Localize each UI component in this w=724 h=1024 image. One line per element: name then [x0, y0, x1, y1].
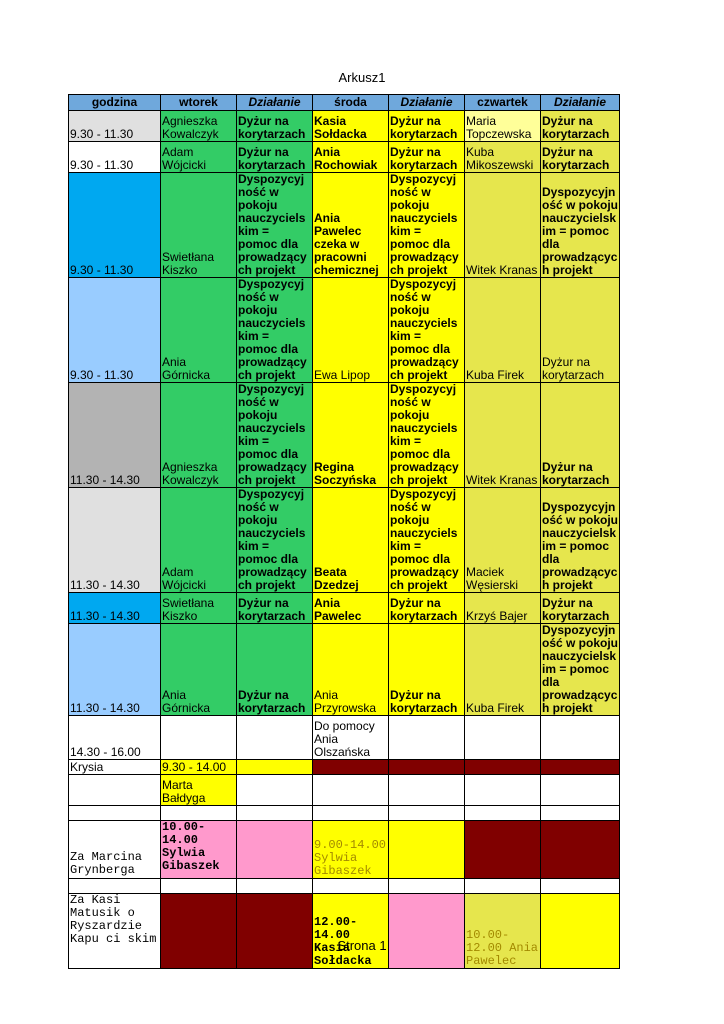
action-cell[interactable]: Dyspozycyjność w pokoju nauczycielskim = pomoc dla prowadzących projekt: [237, 488, 313, 593]
person-cell[interactable]: Ania Pawelec czeka w pracowni chemicznej: [313, 173, 389, 278]
person-cell[interactable]: Ewa Lipop: [313, 278, 389, 383]
action-cell[interactable]: Dyspozycyjność w pokoju nauczycielskim = pomoc dla prowadzących projekt: [237, 278, 313, 383]
empty-cell[interactable]: [541, 806, 620, 821]
empty-cell[interactable]: [313, 879, 389, 894]
header-godzina[interactable]: godzina: [69, 95, 161, 111]
table-row: [69, 760, 620, 775]
person-cell[interactable]: Kuba Firek: [465, 624, 541, 716]
table-row: [69, 894, 620, 969]
time-cell[interactable]: 11.30 - 14.30: [69, 488, 161, 593]
person-cell[interactable]: Adam Wójcicki: [161, 488, 237, 593]
empty-cell[interactable]: [161, 806, 237, 821]
table-row: [69, 879, 620, 894]
table-row: [69, 821, 620, 879]
empty-cell[interactable]: [389, 760, 465, 775]
header-sroda[interactable]: środa: [313, 95, 389, 111]
empty-cell[interactable]: [161, 716, 237, 760]
person-cell[interactable]: Ania Pawelec: [313, 593, 389, 624]
action-cell[interactable]: Dyżur na korytarzach: [541, 142, 620, 173]
person-cell[interactable]: Witek Kranas: [465, 383, 541, 488]
empty-cell[interactable]: [69, 879, 161, 894]
table-row: [69, 624, 620, 716]
empty-cell[interactable]: [237, 821, 313, 879]
empty-cell[interactable]: [465, 716, 541, 760]
action-cell[interactable]: Dyspozycyjność w pokoju nauczycielskim = pomoc dla prowadzących projekt: [237, 173, 313, 278]
header-czwartek[interactable]: czwartek: [465, 95, 541, 111]
time-cell[interactable]: Za Marcina Grynberga: [69, 821, 161, 879]
table-row: [69, 488, 620, 593]
person-cell[interactable]: 9.30 - 14.00: [161, 760, 237, 775]
action-cell[interactable]: Dyspozycyjność w pokoju nauczycielskim = pomoc dla prowadzących projekt: [541, 173, 620, 278]
action-cell[interactable]: Dyspozycyjność w pokoju nauczycielskim = pomoc dla prowadzących projekt: [389, 383, 465, 488]
action-cell[interactable]: Dyżur na korytarzach: [237, 142, 313, 173]
person-cell[interactable]: Maciek Węsierski: [465, 488, 541, 593]
action-cell[interactable]: Dyspozycyjność w pokoju nauczycielskim = pomoc dla prowadzących projekt: [389, 488, 465, 593]
table-row: [69, 111, 620, 142]
empty-cell[interactable]: [389, 775, 465, 806]
table-row: [69, 173, 620, 278]
table-row: [69, 806, 620, 821]
empty-cell[interactable]: [389, 894, 465, 969]
empty-cell[interactable]: [313, 775, 389, 806]
empty-cell[interactable]: [237, 879, 313, 894]
time-cell[interactable]: 11.30 - 14.30: [69, 383, 161, 488]
person-cell[interactable]: Ania Górnicka: [161, 624, 237, 716]
empty-cell[interactable]: [161, 894, 237, 969]
header-dzialanie-3[interactable]: Działanie: [541, 95, 620, 111]
action-cell[interactable]: Dyżur na korytarzach: [389, 111, 465, 142]
time-cell[interactable]: 11.30 - 14.30: [69, 593, 161, 624]
person-cell[interactable]: Maria Topczewska: [465, 111, 541, 142]
table-row: [69, 593, 620, 624]
time-cell[interactable]: 9.30 - 11.30: [69, 142, 161, 173]
time-cell[interactable]: 9.30 - 11.30: [69, 111, 161, 142]
table-row: [69, 775, 620, 806]
person-cell[interactable]: Agnieszka Kowalczyk: [161, 383, 237, 488]
action-cell[interactable]: Dyżur na korytarzach: [541, 278, 620, 383]
empty-cell[interactable]: [237, 775, 313, 806]
time-cell[interactable]: 9.30 - 11.30: [69, 278, 161, 383]
empty-cell[interactable]: [237, 760, 313, 775]
empty-cell[interactable]: [389, 879, 465, 894]
empty-cell[interactable]: [465, 775, 541, 806]
header-wtorek[interactable]: wtorek: [161, 95, 237, 111]
person-cell[interactable]: 9.00-14.00 Sylwia Gibaszek: [313, 821, 389, 879]
empty-cell[interactable]: [465, 760, 541, 775]
empty-cell[interactable]: [465, 821, 541, 879]
header-dzialanie-1[interactable]: Działanie: [237, 95, 313, 111]
action-cell[interactable]: Dyspozycyjność w pokoju nauczycielskim = pomoc dla prowadzących projekt: [237, 383, 313, 488]
empty-cell[interactable]: [69, 806, 161, 821]
empty-cell[interactable]: [541, 760, 620, 775]
person-cell[interactable]: Ania Górnicka: [161, 278, 237, 383]
empty-cell[interactable]: [541, 879, 620, 894]
empty-cell[interactable]: [541, 894, 620, 969]
person-cell[interactable]: Swietłana Kiszko: [161, 173, 237, 278]
person-cell[interactable]: Beata Dzedzej: [313, 488, 389, 593]
person-cell[interactable]: Kasia Sołdacka: [313, 111, 389, 142]
empty-cell[interactable]: [389, 806, 465, 821]
table-row: [69, 383, 620, 488]
time-cell[interactable]: 14.30 - 16.00: [69, 716, 161, 760]
empty-cell[interactable]: [541, 716, 620, 760]
empty-cell[interactable]: [465, 806, 541, 821]
empty-cell[interactable]: [69, 775, 161, 806]
action-cell[interactable]: Dyspozycyjność w pokoju nauczycielskim = pomoc dla prowadzących projekt: [542, 623, 619, 715]
action-cell[interactable]: Dyżur na korytarzach: [237, 624, 313, 716]
person-cell[interactable]: Kuba Firek: [465, 278, 541, 383]
person-cell[interactable]: Kuba Mikoszewski: [465, 142, 541, 173]
empty-cell[interactable]: [465, 879, 541, 894]
time-cell[interactable]: Za Kasi Matusik o Ryszardzie Kapu ci skim: [69, 894, 161, 969]
empty-cell[interactable]: [313, 806, 389, 821]
person-cell[interactable]: Do pomocy Ania Olszańska: [313, 716, 389, 760]
empty-cell[interactable]: [389, 821, 465, 879]
action-cell[interactable]: Dyspozycyjność w pokoju nauczycielskim = pomoc dla prowadzących projekt: [541, 488, 620, 593]
action-cell[interactable]: Dyżur na korytarzach: [389, 624, 465, 716]
action-cell[interactable]: Dyżur na korytarzach: [541, 593, 620, 624]
action-cell[interactable]: Dyżur na korytarzach: [389, 142, 465, 173]
empty-cell[interactable]: [237, 894, 313, 969]
action-cell[interactable]: Dyspozycyjność w pokoju nauczycielskim = pomoc dla prowadzących projekt: [389, 278, 465, 383]
person-cell[interactable]: 10.00-14.00 Sylwia Gibaszek: [161, 821, 237, 879]
person-cell[interactable]: Ania Przyrowska: [313, 624, 389, 716]
person-cell[interactable]: Regina Soczyńska: [313, 383, 389, 488]
action-cell[interactable]: Dyspozycyjność w pokoju nauczycielskim = pomoc dla prowadzących projekt: [389, 173, 465, 278]
table-row: [69, 278, 620, 383]
empty-cell[interactable]: [237, 716, 313, 760]
header-row: [69, 95, 620, 111]
action-cell[interactable]: Dyżur na korytarzach: [389, 593, 465, 624]
person-cell[interactable]: Marta Bałdyga: [161, 775, 237, 806]
time-cell[interactable]: 11.30 - 14.30: [69, 624, 161, 716]
empty-cell[interactable]: [389, 716, 465, 760]
action-cell[interactable]: Dyżur na korytarzach: [237, 111, 313, 142]
header-dzialanie-2[interactable]: Działanie: [389, 95, 465, 111]
empty-cell[interactable]: [541, 821, 620, 879]
time-cell[interactable]: 9.30 - 11.30: [69, 173, 161, 278]
empty-cell[interactable]: [313, 760, 389, 775]
action-cell[interactable]: Dyżur na korytarzach: [541, 111, 620, 142]
page-footer: Strona 1: [337, 938, 387, 953]
empty-cell[interactable]: [237, 806, 313, 821]
sheet-title: Arkusz1: [338, 70, 386, 85]
person-cell[interactable]: Swietłana Kiszko: [161, 593, 237, 624]
person-cell[interactable]: 12.00-14.00 Kasia Sołdacka: [313, 894, 389, 969]
schedule-table: [68, 94, 620, 969]
person-cell[interactable]: Krzyś Bajer: [465, 593, 541, 624]
action-cell[interactable]: Dyżur na korytarzach: [541, 383, 620, 488]
action-cell[interactable]: Dyżur na korytarzach: [237, 593, 313, 624]
person-cell[interactable]: Ania Rochowiak: [313, 142, 389, 173]
person-cell[interactable]: Witek Kranas: [465, 173, 541, 278]
table-row: [69, 716, 620, 760]
empty-cell[interactable]: [161, 879, 237, 894]
table-row: [69, 142, 620, 173]
empty-cell[interactable]: [541, 775, 620, 806]
person-cell[interactable]: Agnieszka Kowalczyk: [161, 111, 237, 142]
time-cell[interactable]: Krysia: [69, 760, 161, 775]
person-cell[interactable]: 10.00-12.00 Ania Pawelec: [465, 894, 541, 969]
person-cell[interactable]: Adam Wójcicki: [161, 142, 237, 173]
